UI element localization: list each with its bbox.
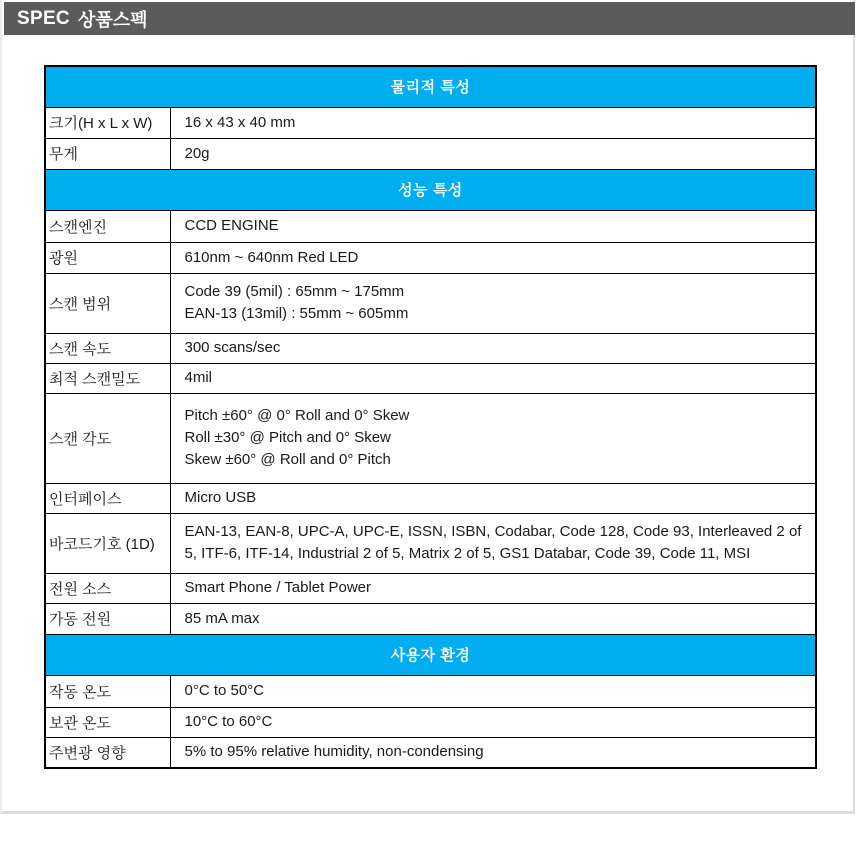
spec-label: 광원 xyxy=(45,242,170,273)
section-title-bar xyxy=(4,2,855,35)
spec-value-line: Roll ±30° @ Pitch and 0° Skew xyxy=(184,429,391,446)
section-title-ko: 상품스펙 xyxy=(77,9,148,30)
spec-label: 스캔엔진 xyxy=(45,210,170,242)
spec-value: 300 scans/sec xyxy=(170,333,816,363)
table-section-row xyxy=(45,169,816,210)
spec-value: EAN-13, EAN-8, UPC-A, UPC-E, ISSN, ISBN, Codabar, Code 128, Code 93, Interleaved 2 of 5, ITF-6, ITF-14, Industrial 2 of 5, Matrix 2 of 5, GS1 Databar, Code 39, Code 11, MSI xyxy=(170,513,816,573)
section-title-en: SPEC xyxy=(17,7,70,29)
spec-label: 크기(H x L x W) xyxy=(45,107,170,138)
table-row xyxy=(45,737,816,768)
spec-value xyxy=(170,393,816,483)
spec-value: 0°C to 50°C xyxy=(170,675,816,707)
table-row xyxy=(45,333,816,363)
table-section-row xyxy=(45,66,816,107)
spec-label: 스캔 속도 xyxy=(45,333,170,363)
spec-label: 최적 스캔밀도 xyxy=(45,363,170,393)
spec-label: 무게 xyxy=(45,138,170,169)
spec-value: 85 mA max xyxy=(170,603,816,634)
section-header-physical: 물리적 특성 xyxy=(45,66,816,107)
spec-value: 10°C to 60°C xyxy=(170,707,816,737)
table-row xyxy=(45,393,816,483)
spec-label: 보관 온도 xyxy=(45,707,170,737)
table-row xyxy=(45,138,816,169)
section-header-environment: 사용자 환경 xyxy=(45,634,816,675)
table-row xyxy=(45,483,816,513)
spec-value-line: Pitch ±60° @ 0° Roll and 0° Skew xyxy=(184,407,410,424)
spec-label: 바코드기호 (1D) xyxy=(45,513,170,573)
spec-label: 스캔 각도 xyxy=(45,393,170,483)
spec-value: 16 x 43 x 40 mm xyxy=(170,107,816,138)
spec-label: 인터페이스 xyxy=(45,483,170,513)
spec-label: 주변광 영향 xyxy=(45,737,170,768)
spec-value: Micro USB xyxy=(170,483,816,513)
table-row xyxy=(45,707,816,737)
table-row xyxy=(45,363,816,393)
spec-value-line: EAN-13 (13mil) : 55mm ~ 605mm xyxy=(184,305,409,322)
section-header-performance: 성능 특성 xyxy=(45,169,816,210)
spec-value-line: Code 39 (5mil) : 65mm ~ 175mm xyxy=(184,283,405,300)
spec-label: 가동 전원 xyxy=(45,603,170,634)
spec-value xyxy=(170,273,816,333)
table-row xyxy=(45,273,816,333)
table-row xyxy=(45,210,816,242)
spec-value: CCD ENGINE xyxy=(170,210,816,242)
spec-value: 610nm ~ 640nm Red LED xyxy=(170,242,816,273)
spec-label: 작동 온도 xyxy=(45,675,170,707)
table-section-row xyxy=(45,634,816,675)
spec-value-line: Skew ±60° @ Roll and 0° Pitch xyxy=(184,451,391,468)
table-row xyxy=(45,573,816,603)
table-row xyxy=(45,603,816,634)
table-row xyxy=(45,107,816,138)
spec-value: 5% to 95% relative humidity, non-condensing xyxy=(170,737,816,768)
spec-label: 전원 소스 xyxy=(45,573,170,603)
spec-value: Smart Phone / Tablet Power xyxy=(170,573,816,603)
table-row xyxy=(45,675,816,707)
table-row xyxy=(45,242,816,273)
spec-label: 스캔 범위 xyxy=(45,273,170,333)
spec-value: 4mil xyxy=(170,363,816,393)
table-row xyxy=(45,513,816,573)
spec-table xyxy=(44,65,817,769)
spec-value: 20g xyxy=(170,138,816,169)
